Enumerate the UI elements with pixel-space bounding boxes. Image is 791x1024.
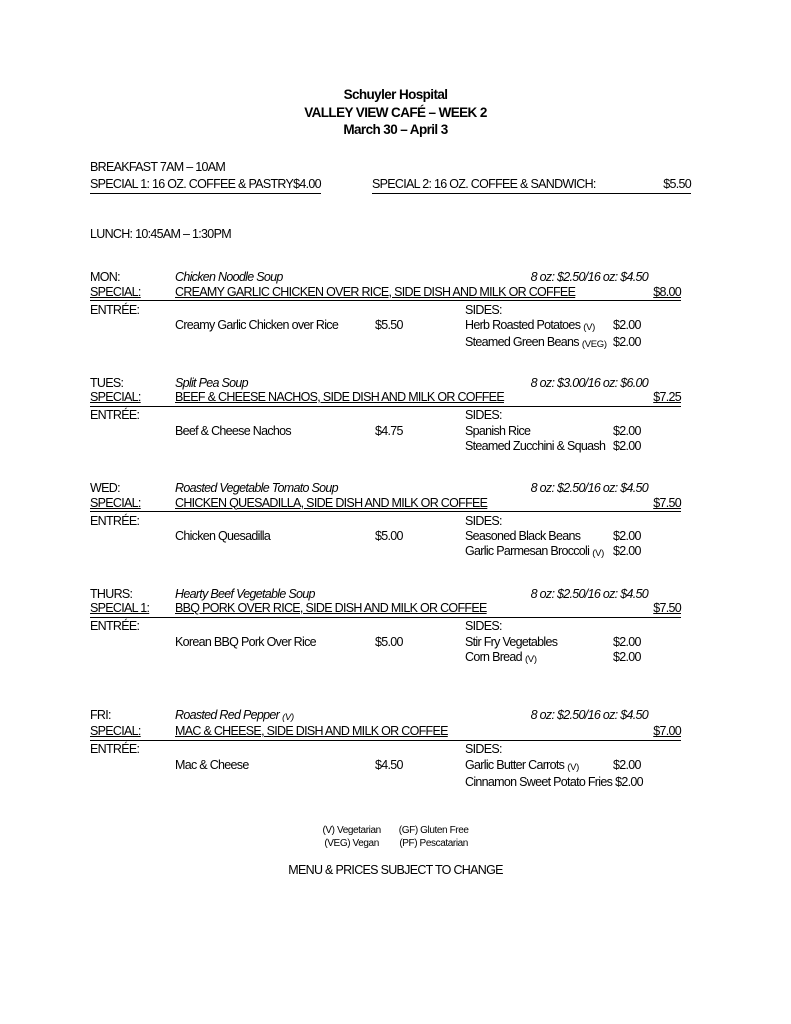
entree-column [90,318,465,352]
side-item [465,424,681,439]
side-item [465,318,681,335]
entree-price: $4.50 [375,757,403,772]
soup-diet-tag [338,488,341,490]
entree-item [175,635,465,650]
soup-row [90,270,681,286]
entree-item [175,424,465,439]
entree-item [175,318,465,333]
side-name: Garlic Parmesan Broccoli [465,544,590,558]
side-name: Seasoned Black Beans [465,529,581,543]
sides-column [465,635,681,667]
soup-name: Hearty Beef Vegetable Soup [175,586,315,601]
special-row [90,602,681,618]
special-description: BBQ PORK OVER RICE, SIDE DISH AND MILK OR COFFEE [175,601,487,615]
special-label: SPECIAL: [90,390,141,404]
side-name: Corn Bread [465,649,522,664]
entree-name: Korean BBQ Pork Over Rice [175,634,316,649]
date-range: March 30 – April 3 [343,122,448,137]
side-diet-tag [530,430,533,432]
breakfast-heading: BREAKFAST 7AM – 10AM [90,160,226,174]
side-price: $2.00 [613,757,641,772]
special-price: $7.25 [653,390,681,404]
side-price: $2.00 [615,774,643,789]
breakfast-special-1-price: $4.00 [293,177,321,191]
sides-column [465,318,681,352]
special-price: $7.50 [653,601,681,615]
legend-vegan: (VEG) Vegan [324,838,379,849]
side-name: Steamed Green Beans [465,335,579,349]
special-label: SPECIAL 1: [90,601,150,615]
day-label: TUES: [90,375,124,390]
breakfast-special-2-price: $5.50 [663,177,691,191]
soup-name: Split Pea Soup [175,375,248,390]
side-item [465,635,681,650]
diet-legend [0,824,791,850]
side-item [465,439,681,454]
diet-legend-col-2 [399,824,469,850]
sides-column [465,424,681,454]
side-item [465,758,681,775]
day-menu-block [90,708,681,814]
special-label: SPECIAL: [90,495,141,510]
cafe-week-title: VALLEY VIEW CAFÉ – WEEK 2 [304,104,487,120]
menu-change-notice: MENU & PRICES SUBJECT TO CHANGE [288,863,503,877]
side-price: $2.00 [613,529,641,543]
special-row [90,286,681,302]
side-name: Garlic Butter Carrots [465,757,565,772]
entree-name: Creamy Garlic Chicken over Rice [175,318,339,332]
breakfast-special-1 [90,177,321,194]
entree-item [175,529,465,544]
day-menu-block [90,587,681,693]
columns-heading-row [90,303,681,319]
soup-price: 8 oz: $3.00/16 oz: $6.00 [530,375,648,390]
soup-name: Roasted Vegetable Tomato Soup [175,481,338,495]
entree-name: Beef & Cheese Nachos [175,423,291,438]
side-diet-tag: (V) [524,653,537,665]
day-items-columns [90,635,681,667]
side-name: Spanish Rice [465,423,531,438]
entree-heading: ENTRÉE: [90,302,140,317]
special-label: SPECIAL: [90,724,141,738]
soup-row [90,587,681,603]
day-label: THURS: [90,586,133,601]
soup-diet-tag: (V) [282,711,294,723]
entree-heading: ENTRÉE: [90,408,140,422]
day-label: FRI: [90,707,111,722]
special-description: CHICKEN QUESADILLA, SIDE DISH AND MILK OR COFFEE [175,495,488,510]
sides-column [465,758,681,790]
special-row [90,497,681,513]
day-items-columns [90,758,681,790]
soup-price: 8 oz: $2.50/16 oz: $4.50 [530,481,648,495]
entree-price: $5.00 [375,634,403,649]
day-label: WED: [90,481,120,495]
soup-row [90,708,681,726]
sides-heading: SIDES: [465,408,502,422]
entree-column [90,758,465,790]
special-description: BEEF & CHEESE NACHOS, SIDE DISH AND MILK OR COFFEE [175,390,504,404]
soup-price: 8 oz: $2.50/16 oz: $4.50 [530,586,648,601]
side-item [465,775,681,790]
special-row [90,725,681,741]
day-items-columns [90,424,681,454]
entree-heading: ENTRÉE: [90,619,140,633]
sides-heading: SIDES: [465,619,502,633]
side-diet-tag [557,641,560,643]
side-item [465,529,681,544]
side-item [465,650,681,667]
soup-diet-tag [283,277,286,279]
entree-heading: ENTRÉE: [90,742,140,756]
entree-column [90,424,465,454]
lunch-heading: LUNCH: 10:45AM – 1:30PM [90,227,231,241]
entree-price: $4.75 [375,423,403,438]
columns-heading-row [90,619,681,635]
breakfast-specials-row [90,177,691,197]
special-description: CREAMY GARLIC CHICKEN OVER RICE, SIDE DISH AND MILK OR COFFEE [175,284,576,299]
columns-heading-row [90,514,681,530]
side-diet-tag [580,536,583,538]
document-header [0,86,791,139]
day-menu-block [90,481,681,587]
special-description: MAC & CHEESE, SIDE DISH AND MILK OR COFFEE [175,724,448,738]
sides-heading: SIDES: [465,742,502,756]
legend-pescatarian: (PF) Pescatarian [399,838,468,849]
side-price: $2.00 [613,649,641,664]
entree-price: $5.50 [375,318,403,332]
side-item [465,544,681,561]
entree-name: Chicken Quesadilla [175,529,271,543]
side-diet-tag: (V) [583,322,596,333]
soup-row [90,481,681,497]
entree-name: Mac & Cheese [175,757,249,772]
soup-name: Chicken Noodle Soup [175,270,283,284]
special-price: $8.00 [653,284,681,299]
columns-heading-row [90,408,681,424]
soup-diet-tag [248,382,251,384]
side-diet-tag [605,445,608,447]
side-diet-tag: (V) [592,548,604,559]
side-diet-tag: (VEG) [581,339,607,350]
side-name: Herb Roasted Potatoes [465,318,581,332]
entree-price: $5.00 [375,529,403,543]
day-menu-block [90,270,681,376]
day-items-columns [90,318,681,352]
side-price: $2.00 [613,335,641,349]
special-price: $7.00 [653,724,681,738]
breakfast-special-1-label: SPECIAL 1: 16 OZ. COFFEE & PASTRY [90,177,294,191]
side-item [465,335,681,352]
soup-price: 8 oz: $2.50/16 oz: $4.50 [530,270,648,284]
columns-heading-row [90,742,681,758]
sides-heading: SIDES: [465,302,502,317]
side-name: Cinnamon Sweet Potato Fries [465,774,613,789]
breakfast-special-2 [372,177,691,194]
sides-heading: SIDES: [465,513,502,528]
special-label: SPECIAL: [90,284,141,299]
diet-legend-col-1 [322,824,380,850]
legend-gluten-free: (GF) Gluten Free [398,825,469,836]
side-price: $2.00 [613,634,641,649]
soup-diet-tag [315,593,318,595]
legend-vegetarian: (V) Vegetarian [322,825,381,836]
entree-item [175,758,465,773]
side-name: Stir Fry Vegetables [465,634,558,649]
soup-name: Roasted Red Pepper [175,707,280,722]
sides-column [465,529,681,561]
special-row [90,391,681,407]
day-menu-block [90,376,681,482]
side-price: $2.00 [613,423,641,438]
entree-column [90,635,465,667]
breakfast-special-2-label: SPECIAL 2: 16 OZ. COFFEE & SANDWICH: [372,177,596,191]
day-items-columns [90,529,681,561]
side-price: $2.00 [613,318,641,332]
hospital-name: Schuyler Hospital [343,87,448,102]
special-price: $7.50 [653,495,681,510]
soup-row [90,376,681,392]
entree-heading: ENTRÉE: [90,513,140,528]
side-diet-tag: (V) [567,761,579,773]
days-container [90,270,681,813]
entree-column [90,529,465,561]
soup-price: 8 oz: $2.50/16 oz: $4.50 [530,707,648,722]
side-price: $2.00 [613,544,641,558]
day-label: MON: [90,270,120,284]
side-name: Steamed Zucchini & Squash [465,438,606,453]
side-price: $2.00 [613,438,641,453]
